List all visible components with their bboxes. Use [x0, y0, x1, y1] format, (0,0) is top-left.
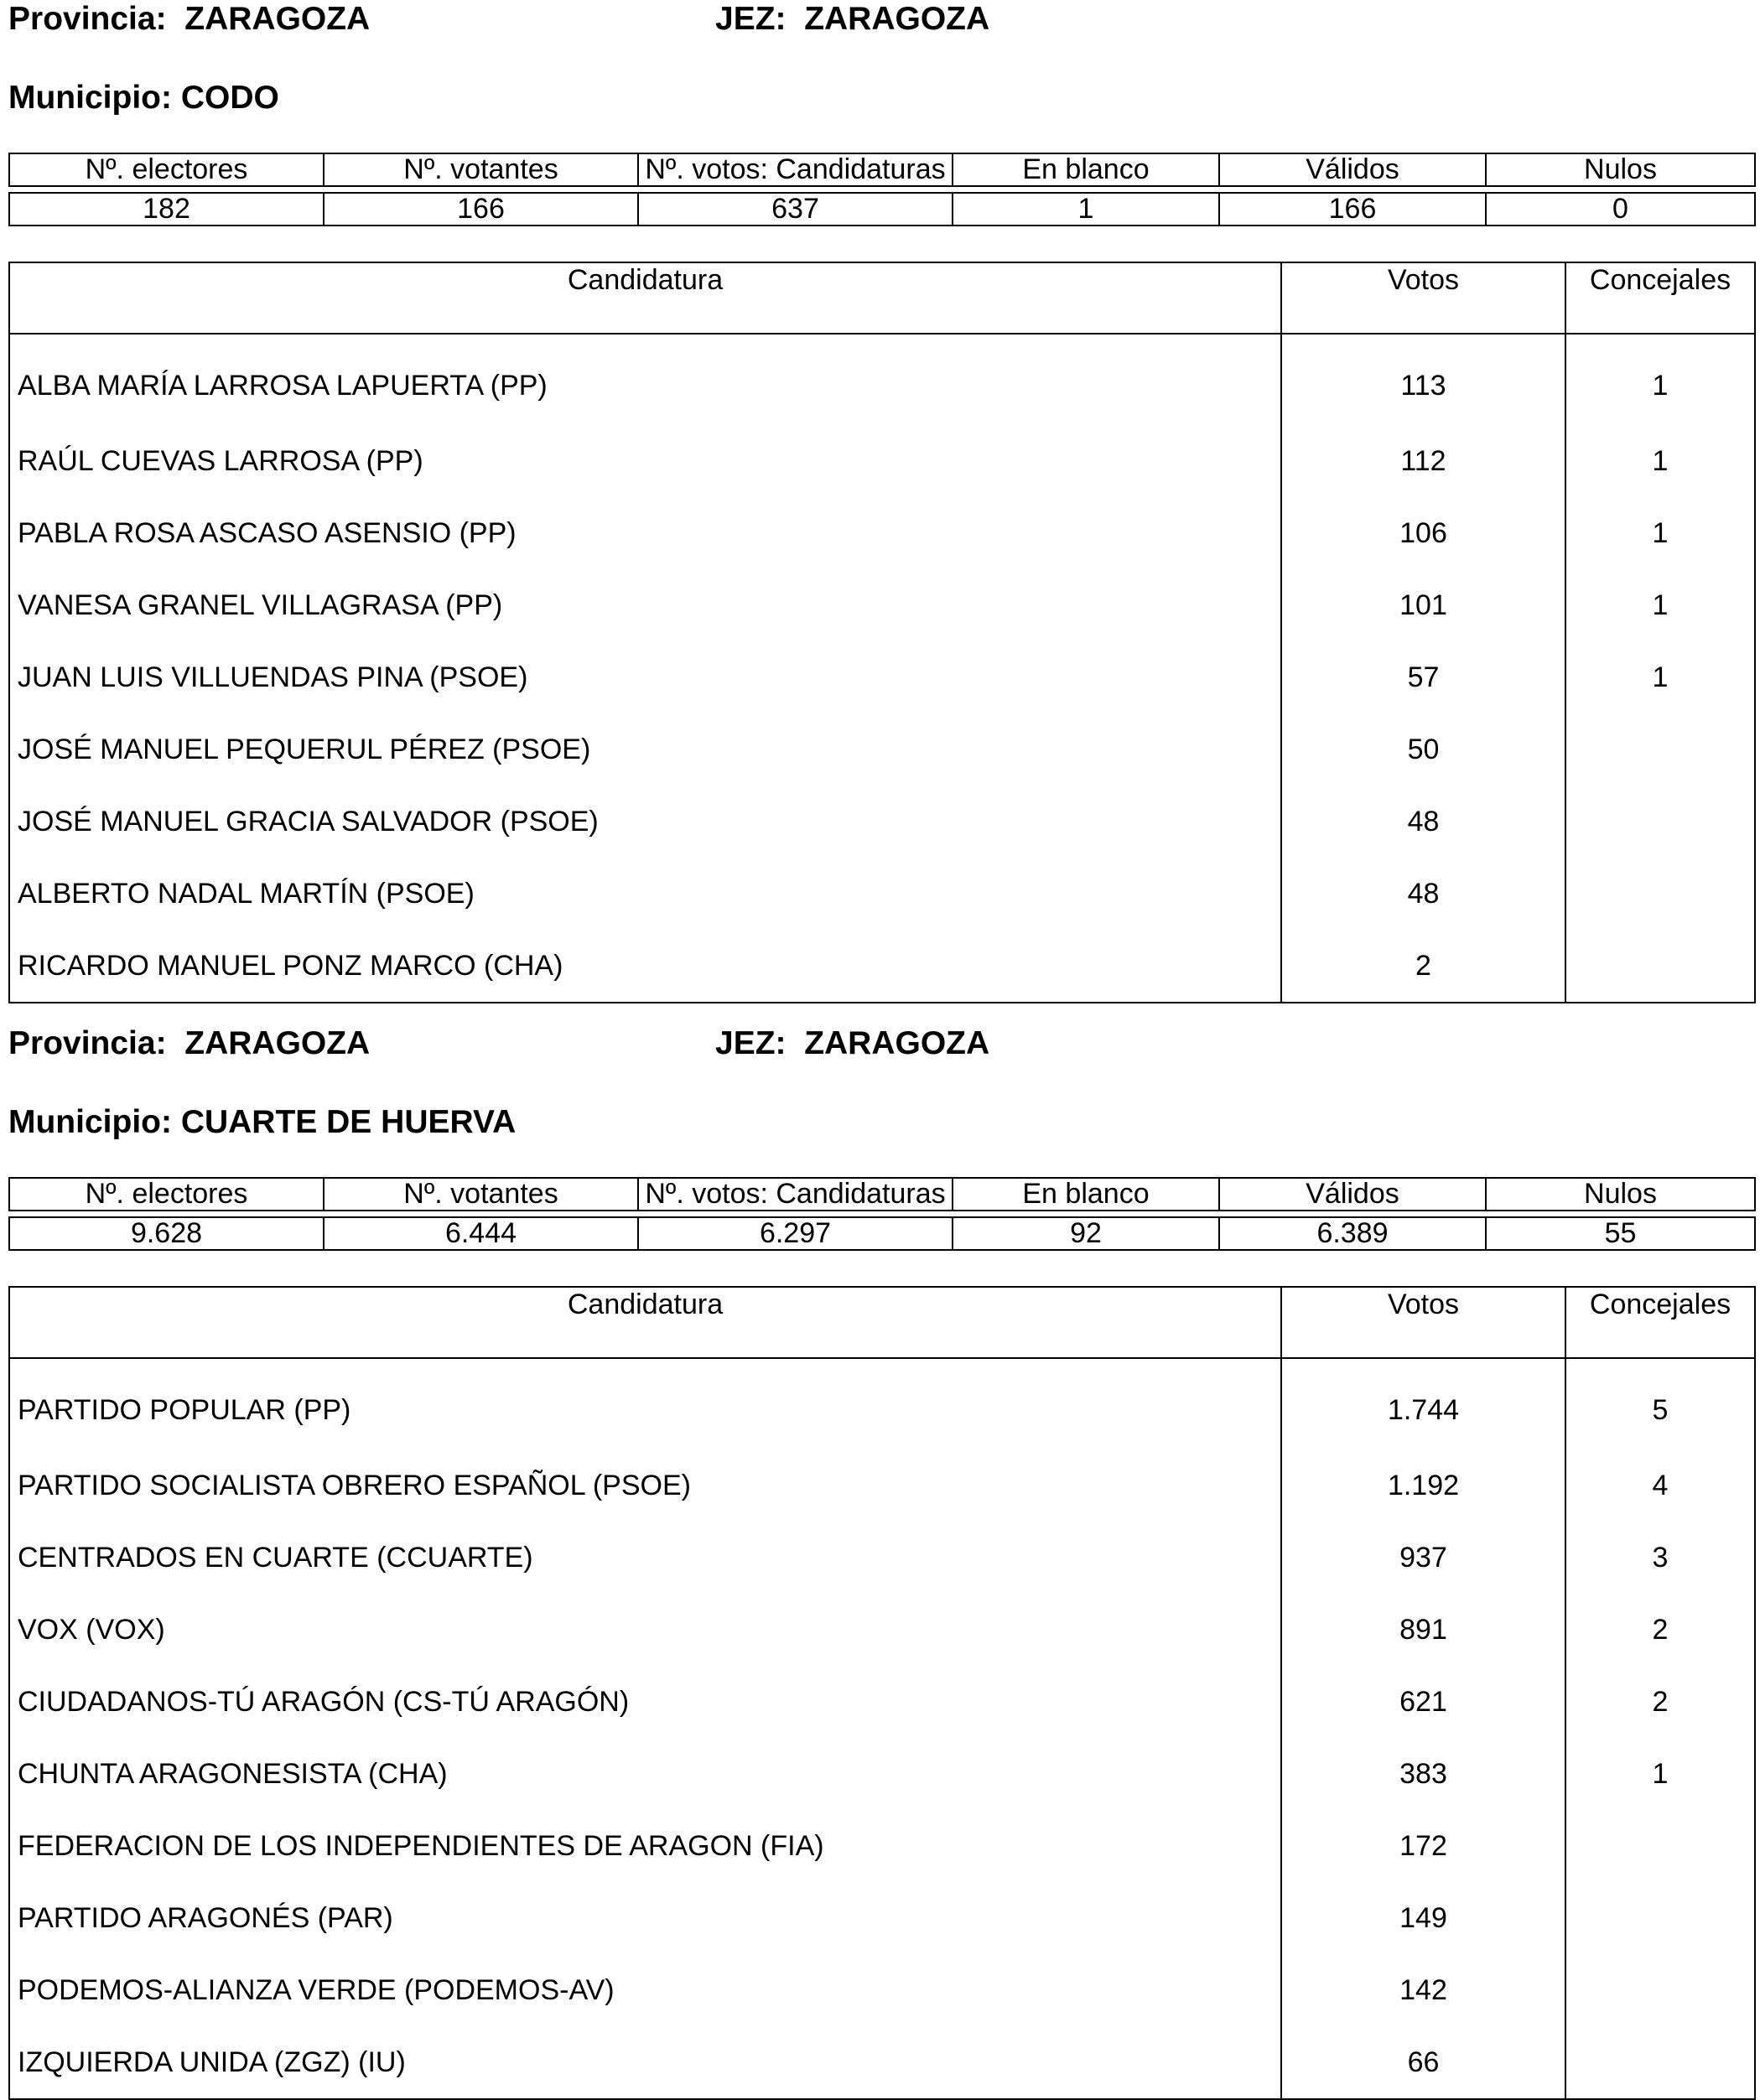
- candidate-seats: 1: [1565, 569, 1755, 641]
- candidate-name: CENTRADOS EN CUARTE (CCUARTE): [18, 1542, 533, 1574]
- col-electores: Nº. electores: [9, 153, 324, 186]
- candidate-seats: [1565, 930, 1755, 1003]
- summary-value-row: [9, 193, 1755, 226]
- jez-label: JEZ:: [715, 1025, 787, 1061]
- col-nulos: Nulos: [1486, 153, 1755, 186]
- candidate-name: CIUDADANOS-TÚ ARAGÓN (CS-TÚ ARAGÓN): [18, 1686, 630, 1718]
- table-row: [9, 334, 1755, 425]
- table-row: [9, 1358, 1755, 1449]
- candidate-name: RICARDO MANUEL PONZ MARCO (CHA): [18, 950, 563, 982]
- provincia-label: Provincia:: [8, 1025, 167, 1061]
- col-en-blanco: En blanco: [953, 153, 1219, 186]
- candidate-votes: 2: [1281, 930, 1565, 1003]
- value-votantes: 166: [324, 193, 638, 226]
- municipio-header: [8, 79, 279, 117]
- table-row: [9, 1594, 1755, 1666]
- candidate-votes: 106: [1281, 497, 1565, 569]
- table-row: [9, 930, 1755, 1003]
- candidate-name: RAÚL CUEVAS LARROSA (PP): [18, 445, 423, 477]
- candidate-seats: 4: [1565, 1449, 1755, 1522]
- candidate-seats: [1565, 1882, 1755, 1954]
- candidate-seats: 2: [1565, 1594, 1755, 1666]
- col-validos: Válidos: [1219, 153, 1486, 186]
- table-row: [9, 786, 1755, 858]
- candidate-name: PARTIDO SOCIALISTA OBRERO ESPAÑOL (PSOE): [18, 1470, 691, 1501]
- table-row: [9, 1738, 1755, 1810]
- table-row: [9, 425, 1755, 497]
- candidate-votes: 112: [1281, 425, 1565, 497]
- col-concejales: Concejales: [1565, 1287, 1755, 1358]
- candidate-seats: [1565, 713, 1755, 786]
- candidate-name: FEDERACION DE LOS INDEPENDIENTES DE ARAGON (FIA): [18, 1830, 824, 1862]
- provincia-value: ZARAGOZA: [184, 1, 371, 37]
- value-votos-candidaturas: 637: [638, 193, 953, 226]
- summary-value-row: [9, 1217, 1755, 1250]
- candidate-votes: 172: [1281, 1810, 1565, 1882]
- candidate-votes: 48: [1281, 858, 1565, 930]
- candidate-seats: 1: [1565, 334, 1755, 425]
- municipio-value: CODO: [180, 80, 279, 116]
- candidates-header-row: [9, 262, 1755, 334]
- candidate-name: PARTIDO ARAGONÉS (PAR): [18, 1902, 393, 1934]
- candidate-name: VOX (VOX): [18, 1614, 165, 1646]
- candidate-votes: 1.192: [1281, 1449, 1565, 1522]
- candidate-votes: 1.744: [1281, 1358, 1565, 1449]
- candidate-name: ALBERTO NADAL MARTÍN (PSOE): [18, 878, 475, 910]
- candidates-table: [8, 262, 1756, 1003]
- municipio-label: Municipio:: [8, 80, 172, 116]
- candidate-name: IZQUIERDA UNIDA (ZGZ) (IU): [18, 2046, 406, 2078]
- summary-header-row: [9, 1178, 1755, 1211]
- col-concejales: Concejales: [1565, 262, 1755, 334]
- table-row: [9, 1449, 1755, 1522]
- col-votantes: Nº. votantes: [324, 153, 638, 186]
- table-row: [9, 569, 1755, 641]
- table-row: [9, 713, 1755, 786]
- table-row: [9, 1810, 1755, 1882]
- candidate-votes: 57: [1281, 641, 1565, 713]
- candidate-votes: 937: [1281, 1522, 1565, 1594]
- col-votantes: Nº. votantes: [324, 1178, 638, 1211]
- candidate-seats: [1565, 858, 1755, 930]
- provincia-value: ZARAGOZA: [184, 1025, 371, 1061]
- table-row: [9, 1882, 1755, 1954]
- candidate-seats: 2: [1565, 1666, 1755, 1738]
- candidate-name: JUAN LUIS VILLUENDAS PINA (PSOE): [18, 661, 528, 693]
- table-row: [9, 1522, 1755, 1594]
- candidate-seats: 1: [1565, 497, 1755, 569]
- candidates-table: [8, 1286, 1756, 2100]
- col-electores: Nº. electores: [9, 1178, 324, 1211]
- table-row: [9, 497, 1755, 569]
- value-nulos: 0: [1486, 193, 1755, 226]
- candidate-name: PARTIDO POPULAR (PP): [18, 1394, 351, 1426]
- col-en-blanco: En blanco: [953, 1178, 1219, 1211]
- value-en-blanco: 92: [953, 1217, 1219, 1250]
- candidate-seats: 1: [1565, 641, 1755, 713]
- summary-header-row: [9, 153, 1755, 186]
- value-nulos: 55: [1486, 1217, 1755, 1250]
- provincia-header: [8, 1024, 370, 1063]
- col-nulos: Nulos: [1486, 1178, 1755, 1211]
- candidate-name: CHUNTA ARAGONESISTA (CHA): [18, 1758, 448, 1790]
- municipio-header: [8, 1103, 516, 1142]
- jez-value: ZARAGOZA: [804, 1025, 990, 1061]
- candidate-seats: [1565, 1810, 1755, 1882]
- value-votos-candidaturas: 6.297: [638, 1217, 953, 1250]
- table-row: [9, 858, 1755, 930]
- jez-header: [715, 1024, 989, 1063]
- candidate-seats: [1565, 786, 1755, 858]
- value-electores: 182: [9, 193, 324, 226]
- table-row: [9, 1666, 1755, 1738]
- value-votantes: 6.444: [324, 1217, 638, 1250]
- candidate-seats: 5: [1565, 1358, 1755, 1449]
- candidates-header-row: [9, 1287, 1755, 1358]
- provincia-header: [8, 0, 370, 39]
- value-validos: 6.389: [1219, 1217, 1486, 1250]
- candidate-seats: [1565, 1954, 1755, 2026]
- col-validos: Válidos: [1219, 1178, 1486, 1211]
- municipio-label: Municipio:: [8, 1104, 172, 1140]
- candidate-votes: 621: [1281, 1666, 1565, 1738]
- candidate-name: VANESA GRANEL VILLAGRASA (PP): [18, 589, 503, 621]
- table-row: [9, 2026, 1755, 2099]
- candidate-name: PODEMOS-ALIANZA VERDE (PODEMOS-AV): [18, 1974, 615, 2006]
- candidate-votes: 101: [1281, 569, 1565, 641]
- col-votos: Votos: [1281, 1287, 1565, 1358]
- municipio-value: CUARTE DE HUERVA: [180, 1104, 517, 1140]
- value-validos: 166: [1219, 193, 1486, 226]
- candidate-seats: 1: [1565, 1738, 1755, 1810]
- summary-table: [8, 153, 1756, 226]
- candidate-votes: 142: [1281, 1954, 1565, 2026]
- candidate-votes: 149: [1281, 1882, 1565, 1954]
- candidate-name: ALBA MARÍA LARROSA LAPUERTA (PP): [18, 370, 548, 402]
- candidate-name: JOSÉ MANUEL GRACIA SALVADOR (PSOE): [18, 806, 599, 837]
- candidate-votes: 48: [1281, 786, 1565, 858]
- value-en-blanco: 1: [953, 193, 1219, 226]
- candidate-votes: 113: [1281, 334, 1565, 425]
- candidate-votes: 891: [1281, 1594, 1565, 1666]
- col-candidatura: Candidatura: [9, 1287, 1281, 1358]
- candidate-name: PABLA ROSA ASCASO ASENSIO (PP): [18, 517, 517, 549]
- col-votos-candidaturas: Nº. votos: Candidaturas: [638, 153, 953, 186]
- col-candidatura: Candidatura: [9, 262, 1281, 334]
- jez-header: [715, 0, 989, 39]
- jez-value: ZARAGOZA: [804, 1, 990, 37]
- candidate-votes: 383: [1281, 1738, 1565, 1810]
- jez-label: JEZ:: [715, 1, 787, 37]
- candidate-seats: 1: [1565, 425, 1755, 497]
- col-votos: Votos: [1281, 262, 1565, 334]
- candidate-name: JOSÉ MANUEL PEQUERUL PÉREZ (PSOE): [18, 734, 591, 765]
- candidate-seats: [1565, 2026, 1755, 2099]
- provincia-label: Provincia:: [8, 1, 167, 37]
- table-row: [9, 1954, 1755, 2026]
- candidate-votes: 50: [1281, 713, 1565, 786]
- value-electores: 9.628: [9, 1217, 324, 1250]
- table-row: [9, 641, 1755, 713]
- candidate-seats: 3: [1565, 1522, 1755, 1594]
- candidate-votes: 66: [1281, 2026, 1565, 2099]
- summary-table: [8, 1177, 1756, 1251]
- col-votos-candidaturas: Nº. votos: Candidaturas: [638, 1178, 953, 1211]
